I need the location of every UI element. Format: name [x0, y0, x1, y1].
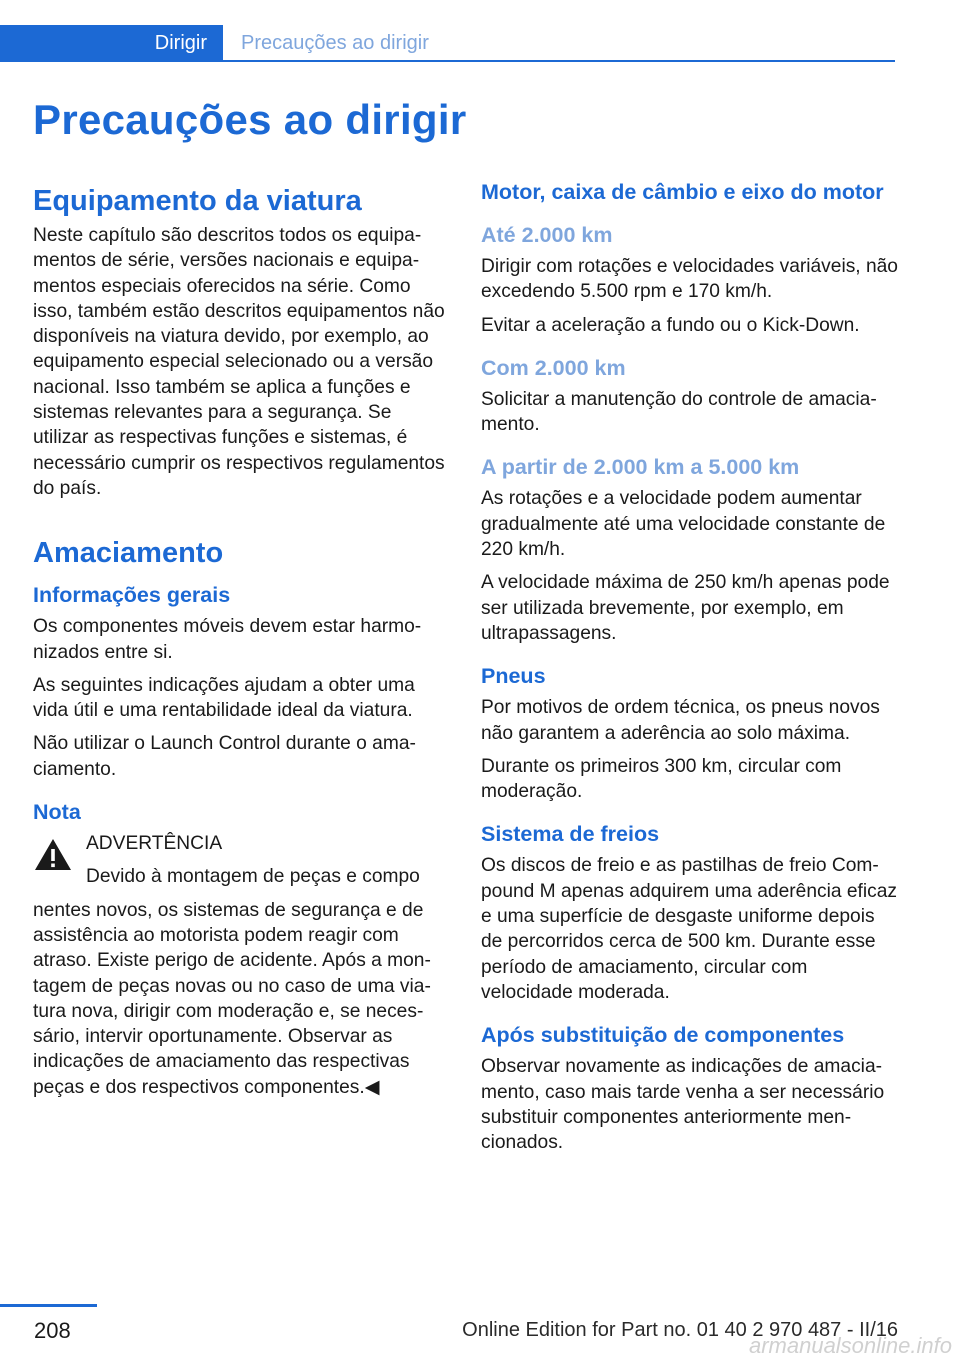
heading-tires: Pneus	[481, 664, 546, 689]
heading-breakin: Amaciamento	[33, 537, 224, 570]
brakes-paragraph: Os discos de freio e as pastilhas de freio Compound M apenas adquirem uma aderência eficaz e uma superfície de desgaste uniforme depois de percorridos cerca de 500 km. Durante esse período de amaciamento, circular com velocidade moderada.	[481, 855, 897, 1003]
range-paragraph-2: A velocidade máxima de 250 km/h apenas pode ser utilizada brevemente, por exemplo, em ultrapassagens.	[481, 572, 890, 644]
breakin-paragraph-2: As seguintes indicações ajudam a obter uma vida útil e uma rentabilidade ideal da viatura.	[33, 674, 415, 722]
watermark: armanualsonline.info	[748, 1333, 952, 1358]
breakin-paragraph-3: Não utilizar o Launch Control durante o amaciamento.	[33, 733, 416, 780]
heading-after-replacement: Após substituição de componentes	[481, 1023, 845, 1048]
heading-2000-to-5000: A partir de 2.000 km a 5.000 km	[481, 455, 800, 480]
warning-first-line: Devido à montagem de peças e compo	[86, 866, 420, 888]
header-divider	[0, 60, 895, 62]
breakin-paragraph-1: Os componentes móveis devem estar harmonizados entre si.	[33, 616, 422, 663]
heading-upto-2000: Até 2.000 km	[481, 223, 613, 247]
at-2000-paragraph: Solicitar a manutenção do controle de amaciamento.	[481, 388, 877, 436]
warning-title: ADVERTÊNCIA	[86, 833, 223, 855]
heading-engine: Motor, caixa de câmbio e eixo do motor	[481, 180, 884, 204]
warning-triangle-icon	[33, 837, 73, 872]
section-tab-dirigir[interactable]	[0, 25, 223, 61]
tires-paragraph-2: Durante os primeiros 300 km, circular com moderação.	[481, 755, 842, 803]
warning-text: nentes novos, os sistemas de segurança e de assistência ao motorista podem reagir com atraso. Existe perigo de acidente. Após a montagem de peças novas ou no caso de uma viatura nova, dirigir com moderação e, se necessário, intervir oportunamente. Observar as indicações de amaciamento das respectivas peças e dos respectivos componentes.◀	[33, 899, 431, 1098]
equipment-paragraph: Neste capítulo são descritos todos os equipamentos de série, versões nacionais e equipamentos especiais oferecidos na série. Como isso, também estão descritos equipamentos não disponíveis na viatura devido, por exemplo, ao equipamento especial selecionado ou a versão nacional. Isso também se aplica a funções e sistemas relevantes para a segurança. Se utilizar as respectivas funções e sistemas, é necessário cumprir os respectivos regulamentos do país.	[33, 225, 445, 499]
heading-equipment: Equipamento da viatura	[33, 185, 362, 217]
tires-paragraph-1: Por motivos de ordem técnica, os pneus novos não garantem a aderência ao solo máxima.	[481, 697, 880, 744]
section-tab-label: Dirigir	[154, 31, 207, 54]
left-column	[33, 180, 448, 1108]
heading-general-info: Informações gerais	[33, 583, 231, 608]
heading-brakes: Sistema de freios	[481, 822, 660, 847]
edition-text: Online Edition for Part no. 01 40 2 970 487 - II/16	[462, 1319, 898, 1341]
breadcrumb[interactable]: Precauções ao dirigir	[241, 31, 429, 54]
heading-at-2000: Com 2.000 km	[481, 355, 626, 380]
page-title: Precauções ao dirigir	[33, 96, 467, 143]
after-replacement-paragraph: Observar novamente as indicações de amaciamento, caso mais tarde venha a ser necessário substituir componentes anteriormente mencionados.	[481, 1056, 885, 1154]
upto-2000-paragraph-1: Dirigir com rotações e velocidades variáveis, não excedendo 5.500 rpm e 170 km/h.	[481, 256, 898, 303]
warning-block	[33, 831, 448, 1100]
range-paragraph-1: As rotações e a velocidade podem aumentar gradualmente até uma velocidade constante de 220 km/h.	[481, 488, 886, 561]
upto-2000-paragraph-2: Evitar a aceleração a fundo ou o Kick-Down.	[481, 314, 860, 336]
footer-accent-line	[0, 1304, 97, 1307]
right-column	[481, 180, 898, 1163]
heading-note: Nota	[33, 800, 81, 825]
page-number: 208	[34, 1318, 71, 1343]
